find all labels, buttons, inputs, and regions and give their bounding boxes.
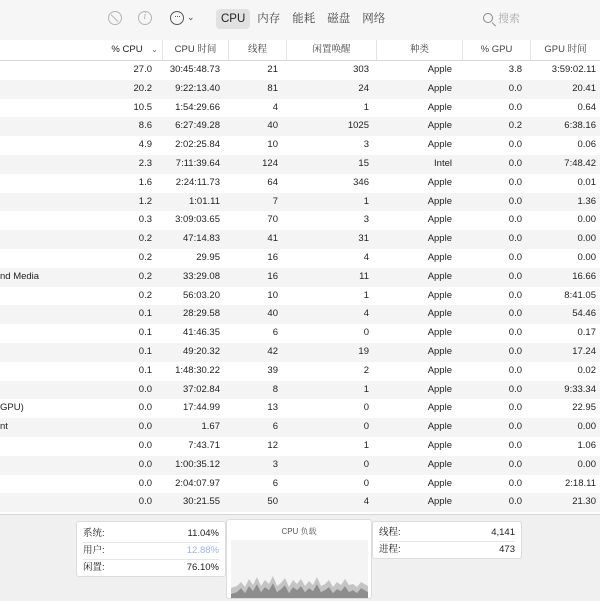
cell-kind: Apple bbox=[427, 477, 452, 489]
cell-process-name bbox=[0, 80, 90, 99]
cell-gpu-percent: 0.0 bbox=[508, 345, 522, 357]
cell-gpu-percent: 0.0 bbox=[508, 383, 522, 395]
cell-threads: 6 bbox=[272, 477, 278, 489]
tab-network[interactable]: 网络 bbox=[362, 13, 386, 25]
table-row[interactable] bbox=[0, 230, 600, 249]
table-row[interactable] bbox=[0, 80, 600, 99]
table-row[interactable] bbox=[0, 305, 600, 324]
cell-process-name bbox=[0, 61, 90, 80]
cell-cpu-percent: 8.6 bbox=[138, 120, 152, 132]
cell-gpu-percent: 0.0 bbox=[508, 214, 522, 226]
cell-process-name: nd Media bbox=[0, 270, 40, 282]
cell-cpu-time: 7:43.71 bbox=[188, 439, 220, 451]
cpu-load-graph bbox=[231, 540, 368, 598]
table-row[interactable] bbox=[0, 343, 600, 362]
cell-threads: 124 bbox=[262, 157, 278, 169]
cell-cpu-percent: 0.0 bbox=[138, 421, 152, 433]
table-row[interactable] bbox=[0, 287, 600, 306]
table-row[interactable] bbox=[0, 155, 600, 174]
cell-gpu-time: 21.30 bbox=[572, 496, 596, 508]
cell-cpu-time: 17:44.99 bbox=[183, 402, 220, 414]
cell-gpu-time: 7:48.42 bbox=[564, 157, 596, 169]
cell-cpu-percent: 1.2 bbox=[138, 195, 152, 207]
cell-idle-wakeups: 1 bbox=[363, 101, 369, 113]
table-row[interactable] bbox=[0, 418, 600, 437]
cell-cpu-time: 56:03.20 bbox=[183, 289, 220, 301]
column-header-kind[interactable]: 种类 bbox=[376, 40, 462, 60]
cell-cpu-percent: 0.2 bbox=[138, 233, 152, 245]
cell-cpu-time: 1:54:29.66 bbox=[175, 101, 220, 113]
stat-label: 用户: bbox=[83, 545, 105, 556]
table-row[interactable] bbox=[0, 362, 600, 381]
cell-threads: 8 bbox=[272, 383, 278, 395]
threads-stat bbox=[379, 525, 515, 542]
cell-idle-wakeups: 4 bbox=[363, 251, 369, 263]
column-header-idle-wakeups[interactable]: 闲置唤醒 bbox=[286, 40, 376, 60]
stat-value: 76.10% bbox=[186, 562, 219, 573]
cell-idle-wakeups: 2 bbox=[363, 364, 369, 376]
cell-cpu-time: 1:00:35.12 bbox=[175, 458, 220, 470]
table-row[interactable] bbox=[0, 381, 600, 400]
cell-process-name bbox=[0, 437, 90, 456]
cell-idle-wakeups: 3 bbox=[363, 139, 369, 151]
cell-cpu-percent: 0.0 bbox=[138, 439, 152, 451]
search-field[interactable] bbox=[478, 10, 590, 28]
cell-process-name bbox=[0, 362, 90, 381]
cell-cpu-time: 30:45:48.73 bbox=[169, 64, 220, 75]
cell-process-name bbox=[0, 305, 90, 324]
cell-gpu-percent: 0.0 bbox=[508, 364, 522, 376]
cell-cpu-time: 9:22:13.40 bbox=[175, 82, 220, 94]
cell-gpu-time: 1.06 bbox=[577, 439, 596, 451]
tab-cpu[interactable]: CPU bbox=[216, 9, 250, 29]
cell-cpu-percent: 0.0 bbox=[138, 496, 152, 508]
cell-threads: 40 bbox=[267, 308, 278, 320]
cell-cpu-percent: 27.0 bbox=[133, 64, 152, 75]
cell-cpu-time: 6:27:49.28 bbox=[175, 120, 220, 132]
cell-gpu-time: 0.00 bbox=[577, 214, 596, 226]
stat-value: 473 bbox=[499, 544, 515, 555]
cell-cpu-time: 33:29.08 bbox=[183, 270, 220, 282]
cell-kind: Apple bbox=[427, 383, 452, 395]
cell-gpu-time: 20.41 bbox=[572, 82, 596, 94]
table-row[interactable] bbox=[0, 117, 600, 136]
cell-kind: Apple bbox=[427, 439, 452, 451]
cell-threads: 39 bbox=[267, 364, 278, 376]
cell-kind: Apple bbox=[427, 496, 452, 508]
cell-cpu-percent: 0.1 bbox=[138, 327, 152, 339]
cell-cpu-time: 2:02:25.84 bbox=[175, 139, 220, 151]
cell-idle-wakeups: 4 bbox=[363, 496, 369, 508]
cell-threads: 40 bbox=[267, 120, 278, 132]
cell-idle-wakeups: 0 bbox=[363, 327, 369, 339]
cell-kind: Apple bbox=[427, 421, 452, 433]
cell-idle-wakeups: 303 bbox=[353, 64, 369, 75]
cell-process-name bbox=[0, 324, 90, 343]
cell-gpu-percent: 0.0 bbox=[508, 176, 522, 188]
cell-idle-wakeups: 11 bbox=[359, 270, 369, 282]
cell-process-name: nt bbox=[0, 421, 8, 433]
cell-idle-wakeups: 19 bbox=[358, 345, 369, 357]
user-stat bbox=[83, 543, 219, 560]
stat-label: 进程: bbox=[379, 544, 401, 555]
tab-energy[interactable]: 能耗 bbox=[292, 13, 316, 25]
table-row[interactable] bbox=[0, 193, 600, 212]
cell-gpu-percent: 0.0 bbox=[508, 233, 522, 245]
cell-cpu-time: 29.95 bbox=[196, 251, 220, 263]
cell-threads: 12 bbox=[267, 439, 278, 451]
table-row[interactable] bbox=[0, 456, 600, 475]
column-header-cpu-time[interactable]: CPU 时间 bbox=[162, 40, 228, 60]
cpu-load-graph-panel bbox=[226, 519, 372, 599]
cell-kind: Apple bbox=[427, 139, 452, 151]
cell-cpu-time: 1:01.11 bbox=[189, 195, 220, 207]
table-row[interactable] bbox=[0, 493, 600, 512]
cell-cpu-time: 28:29.58 bbox=[183, 308, 220, 320]
cell-idle-wakeups: 31 bbox=[358, 233, 369, 245]
cell-gpu-percent: 0.0 bbox=[508, 439, 522, 451]
cell-process-name bbox=[0, 193, 90, 212]
cell-cpu-percent: 2.3 bbox=[138, 157, 152, 169]
stop-process-icon[interactable] bbox=[108, 11, 122, 25]
stat-label: 系统: bbox=[83, 528, 105, 539]
stat-value: 12.88% bbox=[186, 545, 219, 556]
cell-idle-wakeups: 1 bbox=[363, 439, 369, 451]
cell-process-name bbox=[0, 174, 90, 193]
table-row[interactable] bbox=[0, 136, 600, 155]
cell-cpu-percent: 4.9 bbox=[138, 139, 152, 151]
cell-gpu-percent: 0.0 bbox=[508, 101, 522, 113]
cell-threads: 7 bbox=[272, 195, 278, 207]
stat-label: 闲置: bbox=[83, 562, 105, 573]
cell-kind: Intel bbox=[434, 157, 452, 169]
table-row[interactable] bbox=[0, 174, 600, 193]
cell-kind: Apple bbox=[427, 233, 452, 245]
processes-stat bbox=[379, 542, 515, 558]
cell-cpu-time: 1:48:30.22 bbox=[175, 364, 220, 376]
cell-cpu-percent: 0.1 bbox=[138, 364, 152, 376]
cell-threads: 13 bbox=[267, 402, 278, 414]
cell-gpu-time: 6:38.16 bbox=[564, 120, 596, 132]
cell-cpu-time: 49:20.32 bbox=[183, 345, 220, 357]
cell-threads: 50 bbox=[267, 496, 278, 508]
cell-gpu-time: 0.00 bbox=[577, 421, 596, 433]
cell-kind: Apple bbox=[427, 82, 452, 94]
cell-threads: 10 bbox=[267, 289, 278, 301]
cell-gpu-time: 0.64 bbox=[577, 101, 596, 113]
cell-threads: 41 bbox=[267, 233, 278, 245]
cell-idle-wakeups: 24 bbox=[358, 82, 369, 94]
cell-gpu-time: 0.00 bbox=[577, 233, 596, 245]
cell-idle-wakeups: 4 bbox=[363, 308, 369, 320]
cell-gpu-percent: 0.0 bbox=[508, 289, 522, 301]
cell-gpu-percent: 0.0 bbox=[508, 327, 522, 339]
cell-gpu-time: 0.00 bbox=[577, 251, 596, 263]
cell-gpu-time: 54.46 bbox=[572, 308, 596, 320]
cell-gpu-percent: 0.0 bbox=[508, 421, 522, 433]
cpu-summary-footer bbox=[0, 514, 600, 601]
table-row[interactable] bbox=[0, 399, 600, 418]
cell-idle-wakeups: 3 bbox=[363, 214, 369, 226]
cell-gpu-percent: 0.0 bbox=[508, 458, 522, 470]
cell-gpu-time: 9:33.34 bbox=[564, 383, 596, 395]
cell-process-name bbox=[0, 493, 90, 512]
cell-cpu-time: 37:02.84 bbox=[183, 383, 220, 395]
cell-process-name bbox=[0, 381, 90, 400]
cell-process-name bbox=[0, 99, 90, 118]
column-label: % CPU bbox=[111, 44, 143, 55]
cell-kind: Apple bbox=[427, 176, 452, 188]
cell-process-name bbox=[0, 136, 90, 155]
cell-process-name bbox=[0, 475, 90, 494]
cell-process-name bbox=[0, 211, 90, 230]
cell-gpu-time: 0.17 bbox=[577, 327, 596, 339]
column-header-threads[interactable]: 线程 bbox=[228, 40, 286, 60]
cell-kind: Apple bbox=[427, 289, 452, 301]
cell-kind: Apple bbox=[427, 364, 452, 376]
cell-idle-wakeups: 0 bbox=[363, 421, 369, 433]
cell-threads: 64 bbox=[267, 176, 278, 188]
cell-process-name bbox=[0, 343, 90, 362]
stat-label: 线程: bbox=[379, 527, 401, 538]
cell-gpu-time: 17.24 bbox=[572, 345, 596, 357]
cell-kind: Apple bbox=[427, 270, 452, 282]
toolbar bbox=[0, 0, 600, 40]
cell-cpu-percent: 0.2 bbox=[138, 270, 152, 282]
graph-title: CPU 负载 bbox=[281, 527, 317, 536]
cell-gpu-percent: 0.0 bbox=[508, 251, 522, 263]
cell-kind: Apple bbox=[427, 120, 452, 132]
cell-kind: Apple bbox=[427, 195, 452, 207]
cell-cpu-time: 2:04:07.97 bbox=[175, 477, 220, 489]
cell-threads: 10 bbox=[267, 139, 278, 151]
cell-cpu-percent: 0.0 bbox=[138, 477, 152, 489]
cell-cpu-time: 2:24:11.73 bbox=[175, 176, 220, 188]
cell-idle-wakeups: 1025 bbox=[347, 120, 369, 132]
cell-kind: Apple bbox=[427, 345, 452, 357]
cell-idle-wakeups: 1 bbox=[363, 383, 369, 395]
cell-gpu-time: 2:18.11 bbox=[565, 477, 596, 489]
cell-process-name bbox=[0, 287, 90, 306]
view-tabs bbox=[216, 9, 390, 29]
cell-kind: Apple bbox=[427, 402, 452, 414]
cell-gpu-percent: 0.0 bbox=[508, 477, 522, 489]
cell-idle-wakeups: 15 bbox=[358, 157, 369, 169]
table-row[interactable] bbox=[0, 211, 600, 230]
cell-cpu-percent: 0.0 bbox=[138, 383, 152, 395]
cell-gpu-percent: 0.0 bbox=[508, 402, 522, 414]
cell-cpu-percent: 0.1 bbox=[138, 345, 152, 357]
table-row[interactable] bbox=[0, 99, 600, 118]
idle-stat bbox=[83, 560, 219, 576]
cell-cpu-percent: 1.6 bbox=[138, 176, 152, 188]
cell-cpu-time: 3:09:03.65 bbox=[175, 214, 220, 226]
sort-descending-icon: ⌄ bbox=[151, 45, 158, 54]
cell-threads: 4 bbox=[272, 101, 278, 113]
cell-gpu-percent: 0.0 bbox=[508, 157, 522, 169]
cell-cpu-percent: 0.1 bbox=[138, 308, 152, 320]
process-table bbox=[0, 61, 600, 512]
cell-gpu-percent: 0.2 bbox=[508, 120, 522, 132]
cell-threads: 42 bbox=[267, 345, 278, 357]
cell-threads: 21 bbox=[267, 64, 278, 75]
cell-cpu-percent: 0.2 bbox=[138, 289, 152, 301]
cell-idle-wakeups: 0 bbox=[363, 402, 369, 414]
tab-disk[interactable]: 磁盘 bbox=[327, 13, 351, 25]
cell-idle-wakeups: 0 bbox=[363, 477, 369, 489]
cell-kind: Apple bbox=[427, 101, 452, 113]
cell-process-name bbox=[0, 456, 90, 475]
cell-cpu-time: 7:11:39.64 bbox=[175, 157, 220, 169]
cell-gpu-time: 1.36 bbox=[577, 195, 596, 207]
cell-gpu-percent: 0.0 bbox=[508, 308, 522, 320]
cell-kind: Apple bbox=[427, 251, 452, 263]
cell-cpu-percent: 10.5 bbox=[133, 101, 152, 113]
column-header-gpu-time[interactable]: GPU 时间 bbox=[530, 40, 600, 60]
cell-process-name bbox=[0, 155, 90, 174]
cell-gpu-time: 16.66 bbox=[572, 270, 596, 282]
table-header bbox=[0, 40, 600, 61]
cell-kind: Apple bbox=[427, 214, 452, 226]
cell-gpu-time: 0.00 bbox=[577, 458, 596, 470]
cell-gpu-time: 0.01 bbox=[577, 176, 596, 188]
cell-idle-wakeups: 1 bbox=[363, 289, 369, 301]
cell-gpu-time: 0.02 bbox=[577, 364, 596, 376]
cell-kind: Apple bbox=[427, 64, 452, 75]
cell-kind: Apple bbox=[427, 327, 452, 339]
cell-cpu-percent: 0.0 bbox=[138, 402, 152, 414]
cell-cpu-time: 41:46.35 bbox=[183, 327, 220, 339]
cpu-load-graph-svg bbox=[231, 540, 368, 598]
search-input[interactable] bbox=[498, 11, 586, 27]
cell-cpu-time: 30:21.55 bbox=[183, 496, 220, 508]
stat-value: 11.04% bbox=[187, 528, 219, 539]
table-row[interactable] bbox=[0, 268, 600, 287]
cell-gpu-percent: 0.0 bbox=[508, 270, 522, 282]
table-row[interactable] bbox=[0, 437, 600, 456]
cell-threads: 70 bbox=[267, 214, 278, 226]
cell-cpu-time: 1.67 bbox=[201, 421, 220, 433]
table-row[interactable] bbox=[0, 324, 600, 343]
tab-memory[interactable]: 内存 bbox=[257, 13, 281, 25]
cell-cpu-percent: 20.2 bbox=[133, 82, 152, 94]
cell-gpu-time: 8:41.05 bbox=[564, 289, 596, 301]
cpu-usage-panel bbox=[76, 521, 226, 577]
cell-cpu-time: 47:14.83 bbox=[183, 233, 220, 245]
cell-idle-wakeups: 1 bbox=[363, 195, 369, 207]
cell-threads: 6 bbox=[272, 327, 278, 339]
cell-gpu-percent: 0.0 bbox=[508, 82, 522, 94]
cell-process-name bbox=[0, 249, 90, 268]
cell-threads: 81 bbox=[267, 82, 278, 94]
cell-threads: 16 bbox=[267, 270, 278, 282]
cell-threads: 6 bbox=[272, 421, 278, 433]
cell-threads: 16 bbox=[267, 251, 278, 263]
cell-idle-wakeups: 346 bbox=[353, 176, 369, 188]
system-stat bbox=[83, 526, 219, 543]
cell-idle-wakeups: 0 bbox=[363, 458, 369, 470]
table-row[interactable] bbox=[0, 475, 600, 494]
table-row[interactable] bbox=[0, 61, 600, 80]
cell-gpu-percent: 3.8 bbox=[508, 64, 522, 75]
info-icon[interactable]: i bbox=[138, 11, 152, 25]
cell-process-name: GPU) bbox=[0, 402, 24, 414]
cell-gpu-percent: 0.0 bbox=[508, 496, 522, 508]
cell-gpu-time: 22.95 bbox=[572, 402, 596, 414]
column-header-cpu-percent[interactable] bbox=[92, 40, 162, 60]
process-count-panel bbox=[372, 521, 522, 559]
cell-process-name bbox=[0, 230, 90, 249]
cell-gpu-percent: 0.0 bbox=[508, 139, 522, 151]
chevron-down-icon[interactable]: ⌄ bbox=[187, 12, 195, 22]
cell-threads: 3 bbox=[272, 458, 278, 470]
cell-kind: Apple bbox=[427, 458, 452, 470]
cell-process-name bbox=[0, 117, 90, 136]
search-icon bbox=[483, 13, 493, 23]
cell-cpu-percent: 0.2 bbox=[138, 251, 152, 263]
cell-cpu-percent: 0.0 bbox=[138, 458, 152, 470]
cell-gpu-time: 0.06 bbox=[577, 139, 596, 151]
stat-value: 4,141 bbox=[491, 527, 515, 538]
more-actions-icon[interactable]: ··· bbox=[170, 11, 184, 25]
cell-cpu-percent: 0.3 bbox=[138, 214, 152, 226]
column-header-gpu-percent[interactable]: % GPU bbox=[462, 40, 530, 60]
cell-kind: Apple bbox=[427, 308, 452, 320]
table-row[interactable] bbox=[0, 249, 600, 268]
cell-gpu-time: 3:59:02.11 bbox=[551, 64, 596, 75]
cell-gpu-percent: 0.0 bbox=[508, 195, 522, 207]
